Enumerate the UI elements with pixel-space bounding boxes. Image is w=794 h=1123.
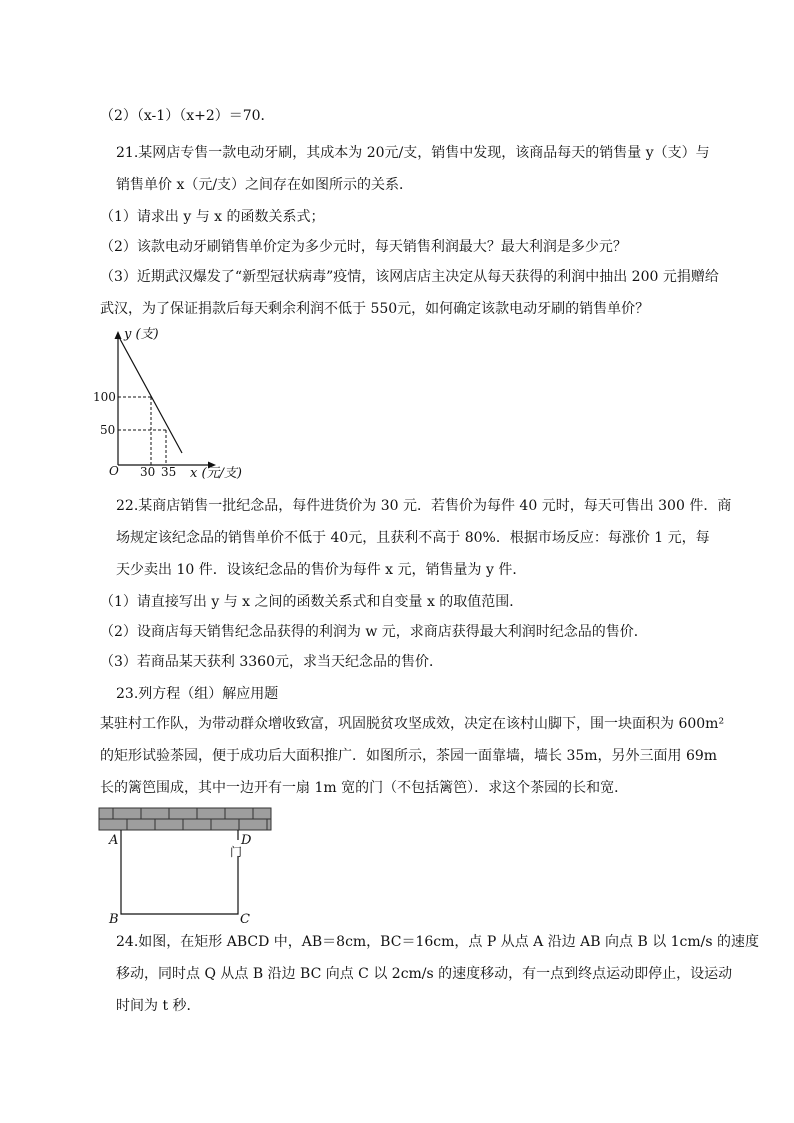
origin-label: O (109, 464, 119, 478)
problem-22-line-2: 场规定该纪念品的销售单价不低于 40元，且获利不高于 80%．根据市场反应：每涨价 1 元，每 (116, 530, 710, 546)
problem-23-line-1: 某驻村工作队，为带动群众增收致富，巩固脱贫攻坚成效，决定在该村山脚下，围一块面积为 600m² (100, 716, 725, 732)
problem-22-part-3: （3）若商品某天获利 3360元，求当天纪念品的售价． (100, 654, 443, 670)
problem-22-part-1: （1）请直接写出 y 与 x 之间的函数关系式和自变量 x 的取值范围． (100, 594, 524, 610)
label-C: C (240, 912, 250, 927)
problem-22-line-1: 22.某商店销售一批纪念品，每件进货价为 30 元．若售价为每件 40 元时，每天可售出 300 件．商 (116, 498, 732, 514)
y-axis-arrow (115, 331, 122, 339)
problem-23-line-2: 的矩形试验茶园，便于成功后大面积推广．如图所示，茶园一面靠墙，墙长 35m，另外三面用 69m (100, 748, 718, 764)
label-D: D (241, 833, 252, 848)
brick-wall (99, 808, 271, 830)
problem-21-part-2: （2）该款电动牙刷销售单价定为多少元时，每天销售利润最大？最大利润是多少元？ (100, 239, 627, 255)
problem-24-line-1: 24.如图，在矩形 ABCD 中，AB＝8cm，BC＝16cm，点 P 从点 A 沿边 AB 向点 B 以 1cm/s 的速度 (116, 934, 760, 950)
x-axis-label: x (元/支) (190, 466, 242, 481)
problem-23-title: 23.列方程（组）解应用题 (116, 686, 279, 702)
tick-label-50: 50 (100, 423, 116, 437)
sales-graph (93, 325, 260, 490)
door-label: 门 (230, 845, 243, 859)
y-axis-label: y (支) (124, 327, 159, 342)
text-line-1: （2）（x-1）（x+2）＝70． (100, 108, 275, 124)
tick-label-35: 35 (161, 465, 177, 479)
problem-22-part-2: （2）设商店每天销售纪念品获得的利润为 w 元，求商店获得最大利润时纪念品的售价． (100, 624, 648, 640)
problem-22-line-3: 天少卖出 10 件．设该纪念品的售价为每件 x 元，销售量为 y 件． (116, 562, 527, 578)
tick-label-30: 30 (140, 465, 156, 479)
label-B: B (109, 912, 119, 927)
problem-21-part-1: （1）请求出 y 与 x 的函数关系式； (100, 209, 325, 225)
fence (121, 830, 238, 914)
function-line (120, 339, 182, 453)
problem-24-line-2: 移动，同时点 Q 从点 B 沿边 BC 向点 C 以 2cm/s 的速度移动，有一点到终点运动即停止，设运动 (116, 966, 733, 982)
problem-21-line-1: 21.某网店专售一款电动牙刷，其成本为 20元/支，销售中发现，该商品每天的销售量 y（支）与 (116, 145, 710, 161)
problem-21-part-3-line-2: 武汉，为了保证捐款后每天剩余利润不低于 550元，如何确定该款电动牙刷的销售单价？ (100, 301, 650, 317)
problem-23-line-3: 长的篱笆围成，其中一边开有一扇 1m 宽的门（不包括篱笆）．求这个茶园的长和宽． (100, 780, 629, 796)
tick-label-100: 100 (93, 390, 116, 404)
label-A: A (109, 833, 119, 848)
problem-21-part-3-line-1: （3）近期武汉爆发了“新型冠状病毒”疫情，该网店店主决定从每天获得的利润中抽出 200 元捐赠给 (100, 269, 719, 285)
problem-21-line-2: 销售单价 x（元/支）之间存在如图所示的关系． (116, 177, 414, 193)
garden-figure (98, 806, 278, 926)
problem-24-line-3: 时间为 t 秒． (116, 998, 201, 1014)
